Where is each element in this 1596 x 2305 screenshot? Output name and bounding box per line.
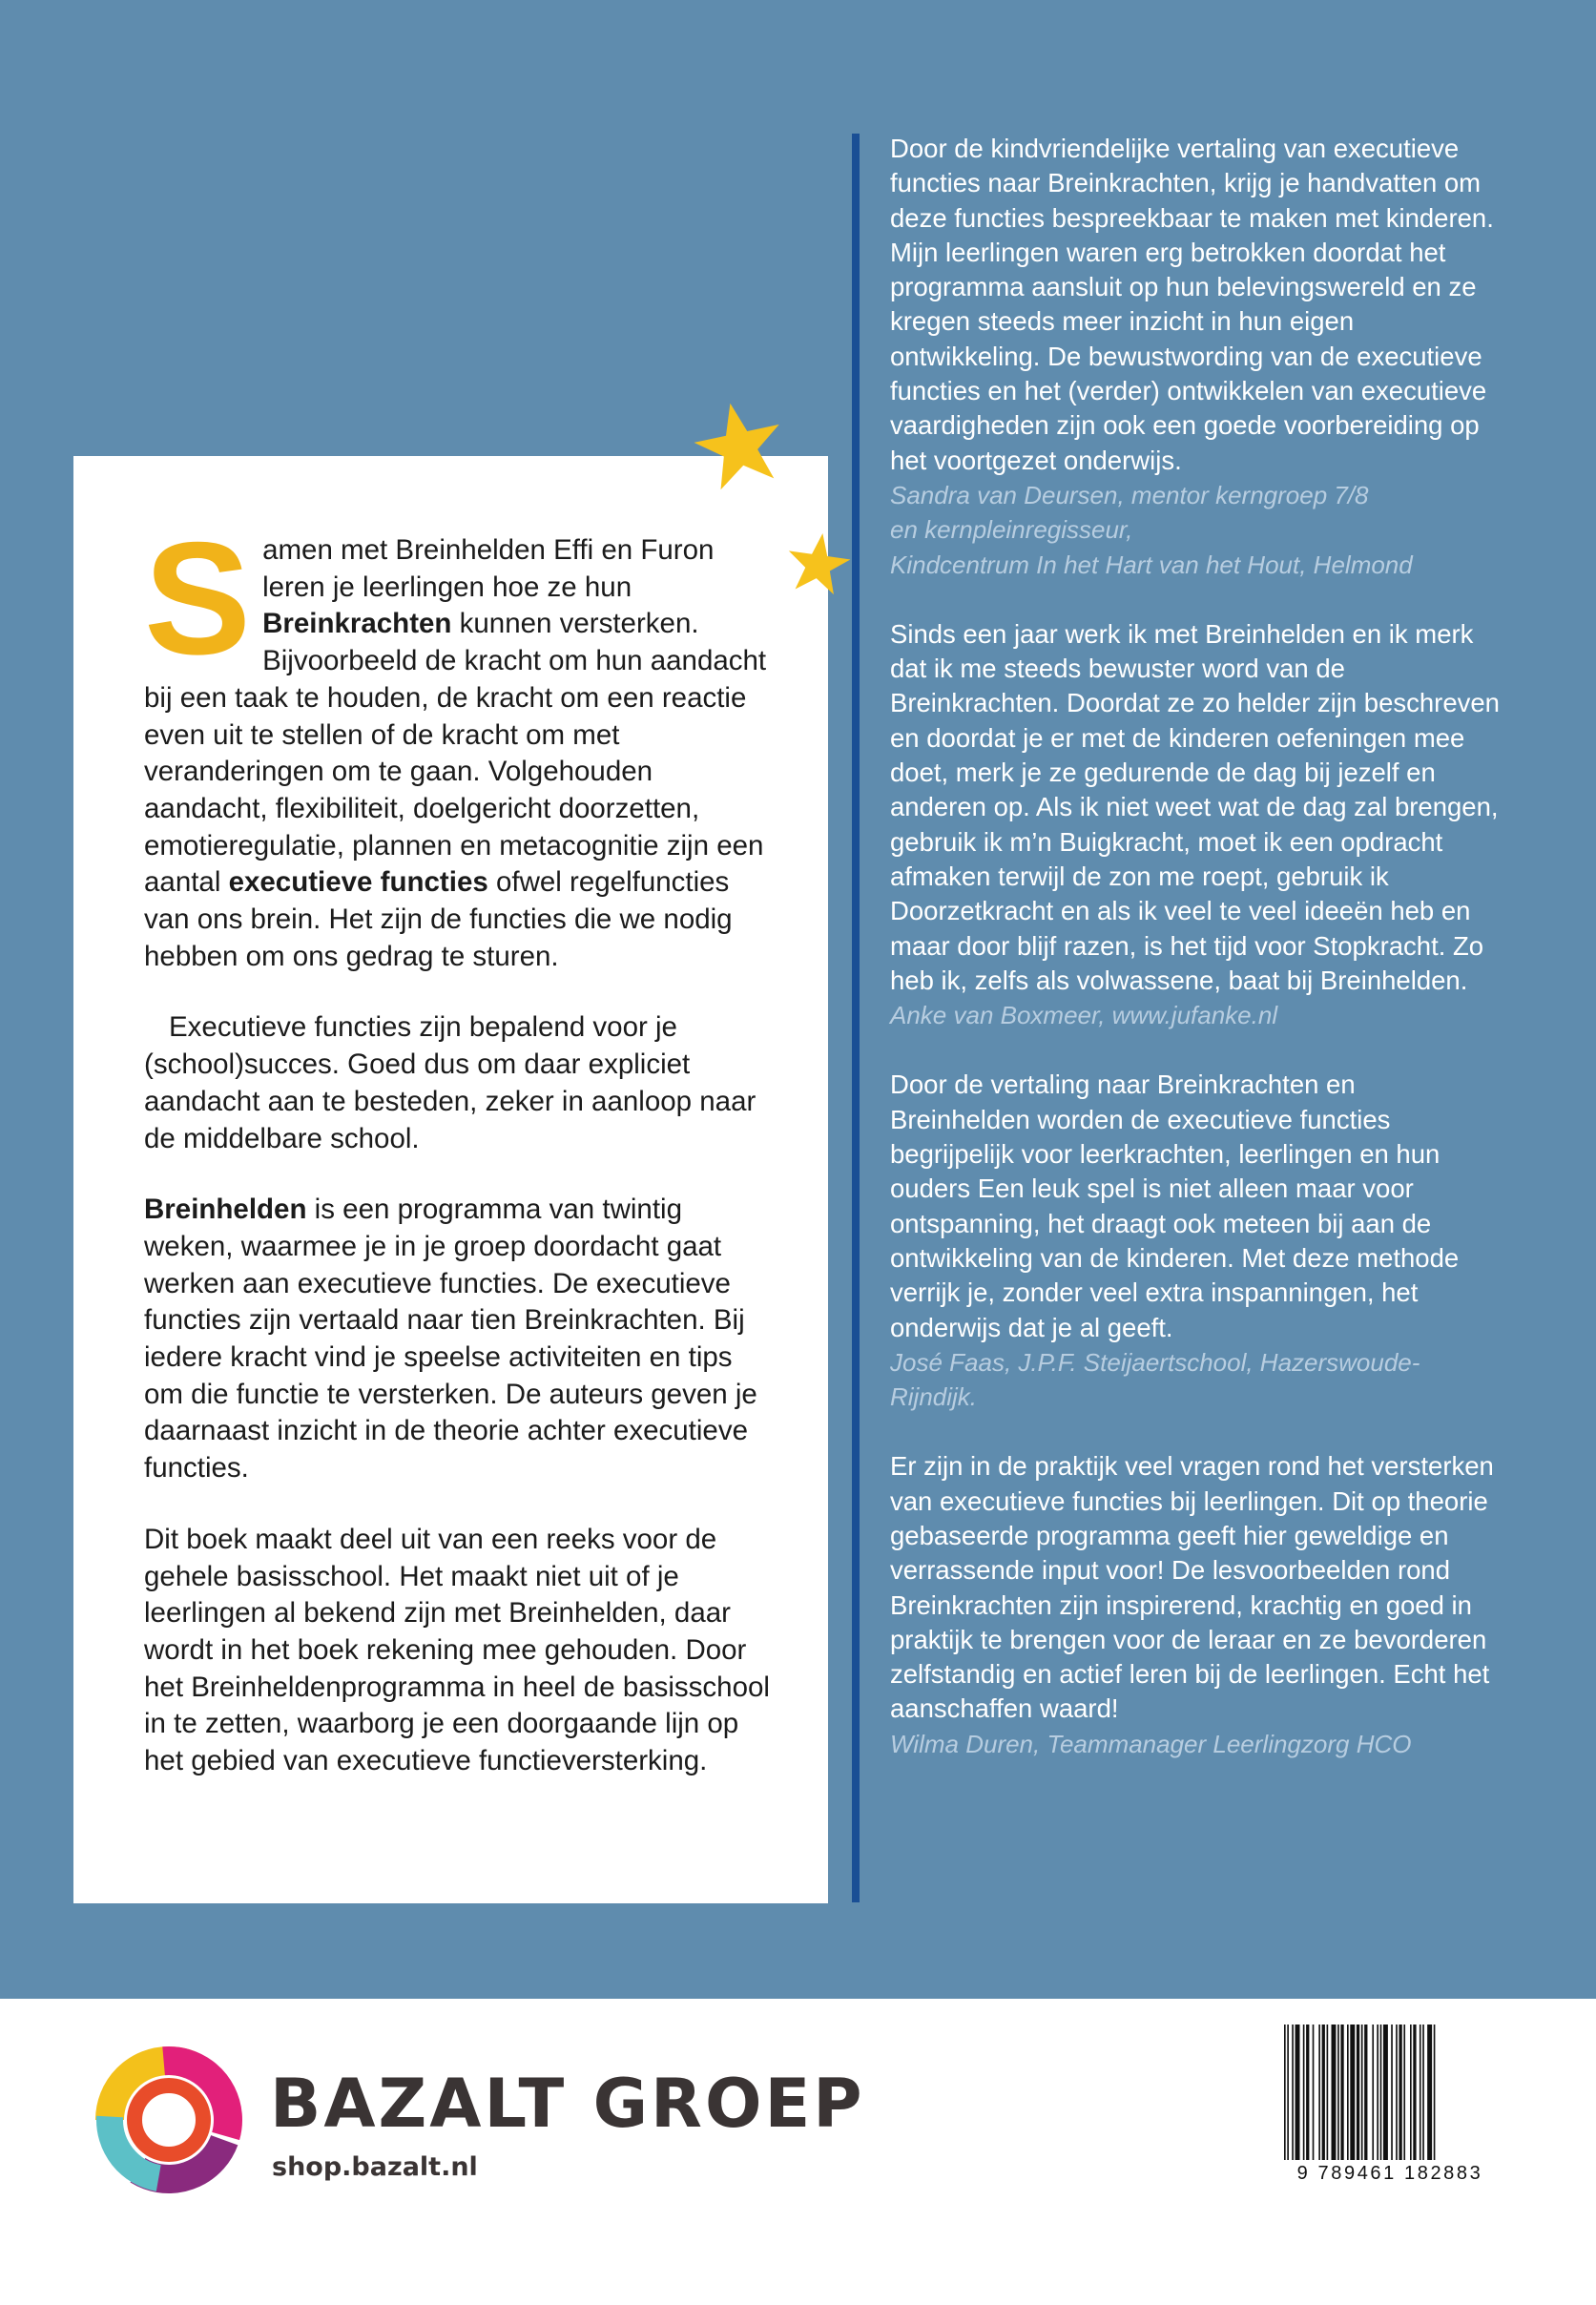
divider-line bbox=[852, 134, 860, 1902]
testimonial-author-line: José Faas, J.P.F. Steijaertschool, Hazerswoude-Rijndijk. bbox=[890, 1347, 1420, 1412]
intro-p1-part: amen met Breinhelden Effi en Furon leren je leerlingen hoe ze hun bbox=[262, 534, 715, 603]
intro-paragraph-2: Executieve functies zijn bepalend voor je (school)succes. Goed dus om daar expliciet aandacht aan te besteden, zeker in aanloop naar de middelbare school. bbox=[144, 1011, 757, 1154]
testimonial-author-line: en kernpleinregisseur, bbox=[890, 515, 1133, 545]
intro-p1-part: ofwel regelfuncties van ons brein. Het zijn de functies die we nodig hebben om ons gedrag te sturen. bbox=[144, 866, 733, 972]
barcode-icon bbox=[1280, 2025, 1500, 2160]
publisher-name: BAZALT GROEP bbox=[270, 2065, 865, 2143]
intro-paragraph-1 bbox=[144, 509, 774, 975]
dropcap-letter: S bbox=[144, 509, 252, 688]
intro-p1-bold-term: Breinkrachten bbox=[262, 608, 452, 640]
bazalt-ring-logo-icon bbox=[86, 2037, 253, 2204]
intro-paragraph-4: Dit boek maakt deel uit van een reeks voor de gehele basisschool. Het maakt niet uit of je leerlingen al bekend zijn met Breinhelden, daar wordt in het boek rekening mee gehouden. Door het Breinheldenprogramma in heel de basisschool in te zetten, waarborg je een doorgaande lijn op het gebied van executieve functieversterking. bbox=[144, 1523, 770, 1777]
barcode-number: 9 789461 182883 bbox=[1296, 2163, 1483, 2184]
testimonial-2 bbox=[890, 617, 1501, 1033]
large-star-icon bbox=[694, 399, 784, 489]
intro-paragraph-3 bbox=[144, 1192, 774, 1487]
testimonial-text: Sinds een jaar werk ik met Breinhelden en ik merk dat ik me steeds bewuster word van de Breinkrachten. Doordat ze zo helder zijn beschreven en doordat je er met de kinderen oefeningen mee doet, merk je ze gedurende de dag bij jezelf en anderen op. Als ik niet weet wat de dag zal brengen, gebruik ik m’n Buigkracht, moet ik een opdracht afmaken terwijl de zon me roept, gebruik ik Doorzetkracht en als ik veel te veel ideeën heb en maar door blijf razen, is het tijd voor Stopkracht. Zo heb ik, zelfs als volwassene, baat bij Breinhelden. bbox=[890, 618, 1500, 995]
intro-text bbox=[144, 509, 774, 1780]
intro-p1-part: kunnen versterken. Bijvoorbeeld de kracht om hun aandacht bij een taak te houden, de kracht om een reactie even uit te stellen of de kracht om met veranderingen om te gaan. Volgehouden aandacht, flexibiliteit, doelgericht doorzetten, emotieregulatie, plannen en metacognitie zijn een aantal bbox=[144, 608, 767, 899]
testimonial-author-line: Sandra van Deursen, mentor kerngroep 7/8 bbox=[890, 480, 1369, 509]
testimonials bbox=[890, 132, 1501, 1796]
small-star-icon bbox=[786, 530, 851, 595]
testimonial-4 bbox=[890, 1449, 1501, 1761]
intro-p3-text: is een programma van twintig weken, waarmee je in je groep doordacht gaat werken aan executieve functies. De executieve functies zijn vertaald naar tien Breinkrachten. Bij iedere kracht vind je speelse activiteiten en tips om die functie te versterken. De auteurs geven je daarnaast inzicht in de theorie achter executieve functies. bbox=[144, 1194, 757, 1485]
testimonial-author-line: Wilma Duren, Teammanager Leerlingzorg HCO bbox=[890, 1729, 1412, 1758]
testimonial-text: Door de kindvriendelijke vertaling van executieve functies naar Breinkrachten, krijg je handvatten om deze functies bespreekbaar te maken met kinderen. Mijn leerlingen waren erg betrokken doordat het programma aansluit op hun belevingswereld en ze kregen steeds meer inzicht in hun eigen ontwikkeling. De bewustwording van de executieve functies en het (verder) ontwikkelen van executieve vaardigheden zijn ook een goede voorbereiding op het voortgezet onderwijs. bbox=[890, 134, 1494, 475]
testimonial-text: Door de vertaling naar Breinkrachten en Breinhelden worden de executieve functies begrijpelijk voor leerkrachten, leerlingen en hun ouders Een leuk spel is niet alleen maar voor ontspanning, het draagt ook meteen bij aan de ontwikkeling van de kinderen. Met deze methode verrijk je, zonder veel extra inspanningen, het onderwijs dat je al geeft. bbox=[890, 1069, 1460, 1342]
testimonial-author-line: Kindcentrum In het Hart van het Hout, Helmond bbox=[890, 550, 1413, 579]
testimonial-1 bbox=[890, 132, 1501, 582]
testimonial-3 bbox=[890, 1068, 1501, 1414]
intro-p1-bold-term: executieve functies bbox=[228, 866, 488, 899]
intro-textbox bbox=[73, 456, 828, 1903]
testimonial-author-line: Anke van Boxmeer, www.jufanke.nl bbox=[890, 1001, 1278, 1030]
testimonial-text: Er zijn in de praktijk veel vragen rond het versterken van executieve functies bij leerlingen. Dit op theorie gebaseerde programma geeft hier geweldige en verrassende input voor! De lesvoorbeelden rond Breinkrachten zijn inspirerend, krachtig en goed in praktijk te brengen voor de leraar en ze bevorderen zelfstandig en actief leren bij de leerlingen. Echt het aanschaffen waard! bbox=[890, 1451, 1494, 1724]
publisher-url: shop.bazalt.nl bbox=[272, 2152, 478, 2182]
intro-p3-bold-term: Breinhelden bbox=[144, 1194, 307, 1226]
